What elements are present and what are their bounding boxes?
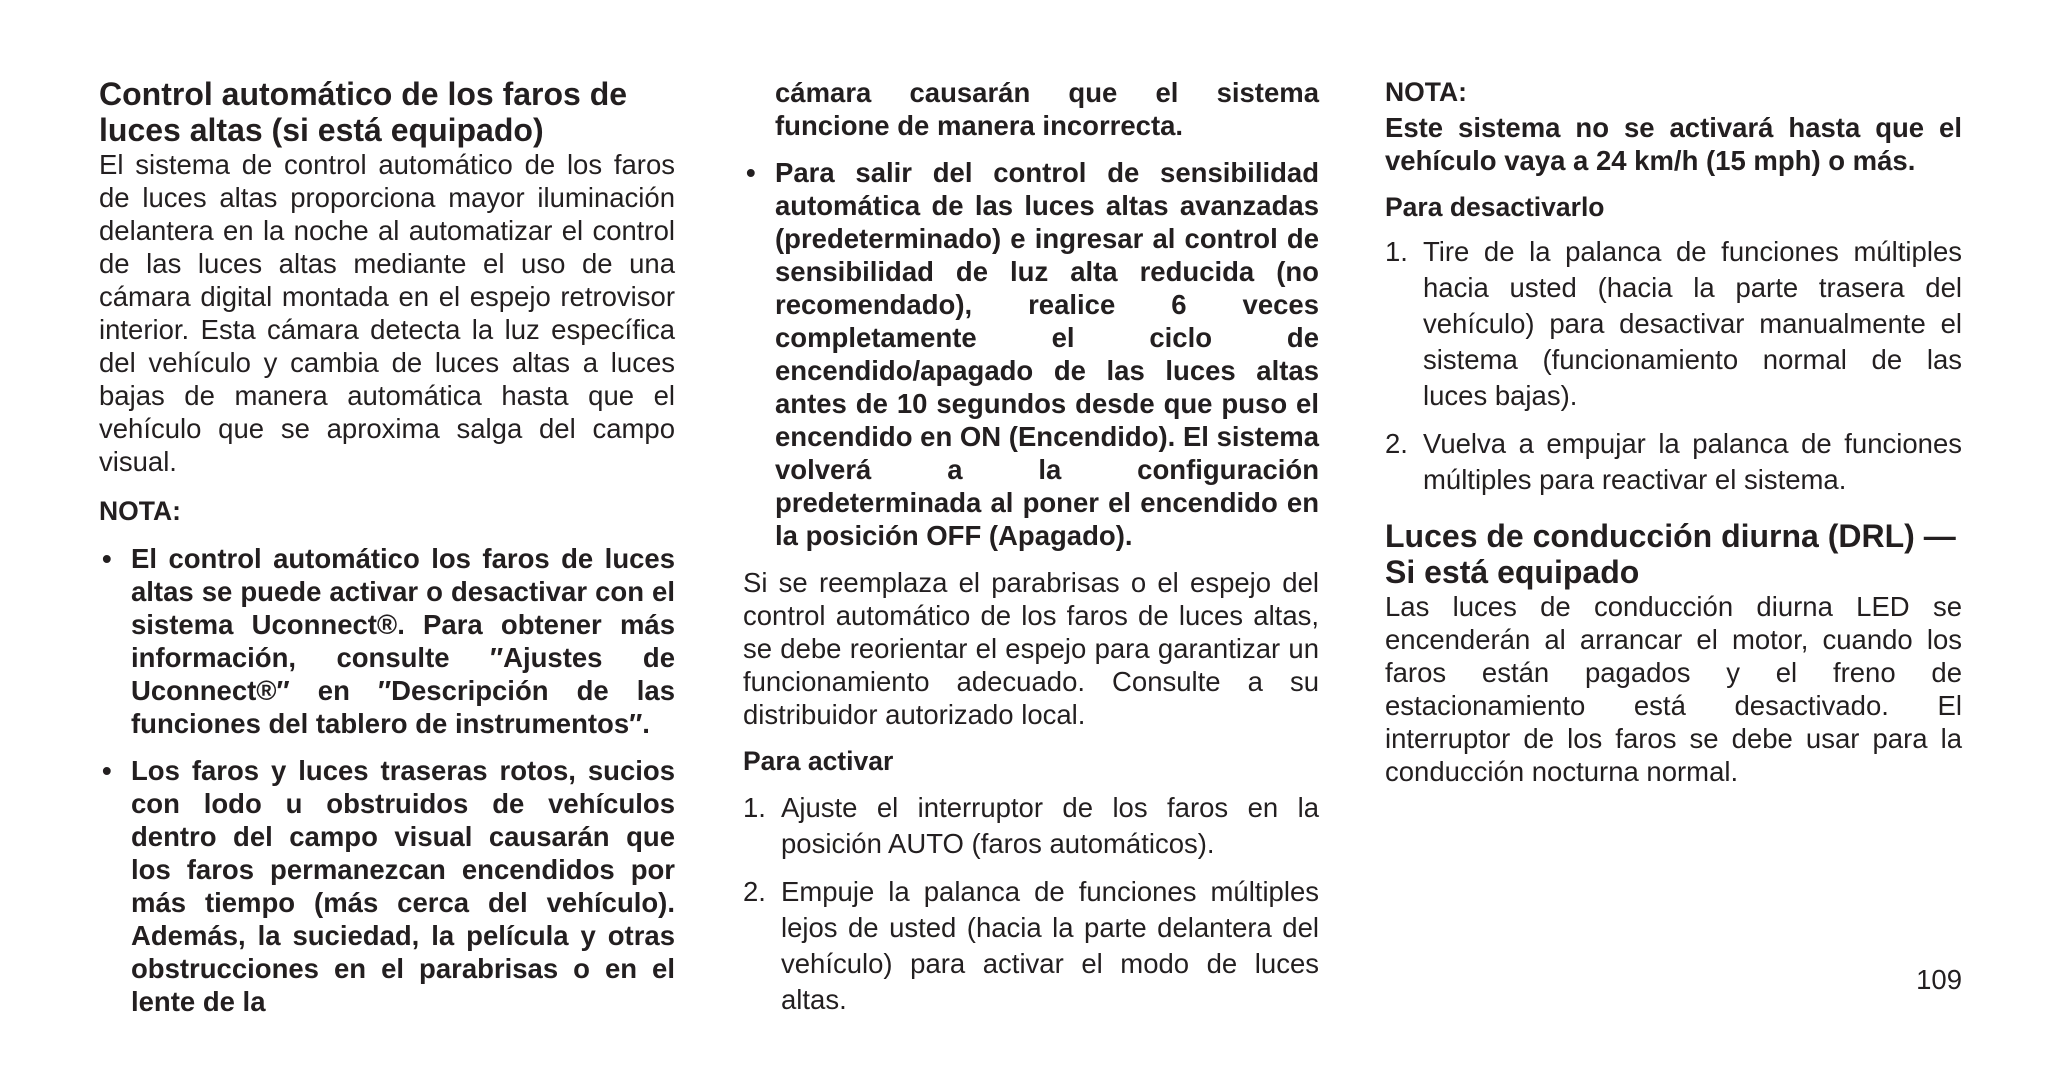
bullet-list <box>743 156 1319 552</box>
step-text: Tire de la palanca de funciones múltiples hacia usted (hacia la parte trasera del vehículo) para desactivar manualmente el sistema (funcionamiento normal de las luces bajas). <box>1423 236 1962 411</box>
mirror-replacement-paragraph: Si se reemplaza el parabrisas o el espejo del control automático de los faros de luces altas, se debe reorientar el espejo para garantizar un funcionamiento adecuado. Consulte a su distribuidor autorizado local. <box>743 567 1319 730</box>
step-text: Ajuste el interruptor de los faros en la posición AUTO (faros automáticos). <box>781 792 1319 859</box>
section-heading-auto-high-beam: Control automático de los faros de luces altas (si está equipado) <box>99 76 628 148</box>
deactivate-label: Para desactivarlo <box>1385 192 1605 222</box>
activate-steps <box>743 790 1319 1018</box>
step-number: 1. <box>1385 236 1408 267</box>
page-number: 109 <box>1916 964 1962 995</box>
list-item <box>1385 426 1962 498</box>
note-bullet-list <box>99 542 675 1018</box>
intro-paragraph: El sistema de control automático de los faros de luces altas proporciona mayor iluminación delantera en la noche al automatizar el control de las luces altas mediante el uso de una cámara digital montada en el espejo retrovisor interior. Esta cámara detecta la luz específica del vehículo y cambia de luces altas a luces bajas de manera automática hasta que el vehículo que se aproxima salga del campo visual. <box>99 149 675 477</box>
step-text: Vuelva a empujar la palanca de funciones múltiples para reactivar el sistema. <box>1423 428 1962 495</box>
step-text: Empuje la palanca de funciones múltiples lejos de usted (hacia la parte delantera del vehículo) para activar el modo de luces altas. <box>781 876 1319 1015</box>
bullet-icon: • <box>102 755 112 786</box>
bullet-text: Para salir del control de sensibilidad automática de las luces altas avanzadas (predeterminado) e ingresar al control de sensibilidad de luz alta reducida (no recomendado), realice 6 veces completamente el ciclo de encendido/apagado de las luces altas antes de 10 segundos desde que puso el encendido en ON (Encendido). El sistema volverá a la configuración predeterminada al poner el encendido en la posición OFF (Apagado). <box>775 157 1319 551</box>
note-text: Este sistema no se activará hasta que el vehículo vaya a 24 km/h (15 mph) o más. <box>1385 112 1962 176</box>
activate-label: Para activar <box>743 746 894 776</box>
drl-paragraph: Las luces de conducción diurna LED se encenderán al arrancar el motor, cuando los faros están pagados y el freno de estacionamiento está desactivado. El interruptor de los faros se debe usar para la conducción nocturna normal. <box>1385 591 1962 787</box>
column-1 <box>99 76 675 1018</box>
step-number: 2. <box>743 876 766 907</box>
bullet-text: El control automático los faros de luces altas se puede activar o desactivar con el sistema Uconnect®. Para obtener más información, consulte ″Ajustes de Uconnect®″ en ″Descripción de las funciones del tablero de instrumentos″. <box>131 543 675 739</box>
deactivate-steps <box>1385 234 1962 498</box>
bullet-text: Los faros y luces traseras rotos, sucios con lodo u obstruidos de vehículos dentro del campo visual causarán que los faros permanezcan encendidos por más tiempo (más cerca del vehículo). Además, la suciedad, la película y otras obstrucciones en el parabrisas o en el lente de la <box>131 755 675 1017</box>
list-item <box>743 874 1319 1018</box>
list-item <box>1385 234 1962 414</box>
list-item <box>99 754 675 1018</box>
section-heading-drl: Luces de conducción diurna (DRL) — Si está equipado <box>1385 518 1956 590</box>
step-number: 2. <box>1385 428 1408 459</box>
column-3 <box>1385 76 1962 788</box>
bullet-icon: • <box>102 543 112 574</box>
list-item <box>743 790 1319 862</box>
note-label: NOTA: <box>99 496 181 526</box>
bullet-continuation: cámara causarán que el sistema funcione de manera incorrecta. <box>775 77 1319 141</box>
bullet-icon: • <box>746 157 756 188</box>
note-label: NOTA: <box>1385 77 1467 107</box>
list-item <box>99 542 675 740</box>
step-number: 1. <box>743 792 766 823</box>
list-item <box>743 156 1319 552</box>
column-2 <box>743 76 1319 1018</box>
